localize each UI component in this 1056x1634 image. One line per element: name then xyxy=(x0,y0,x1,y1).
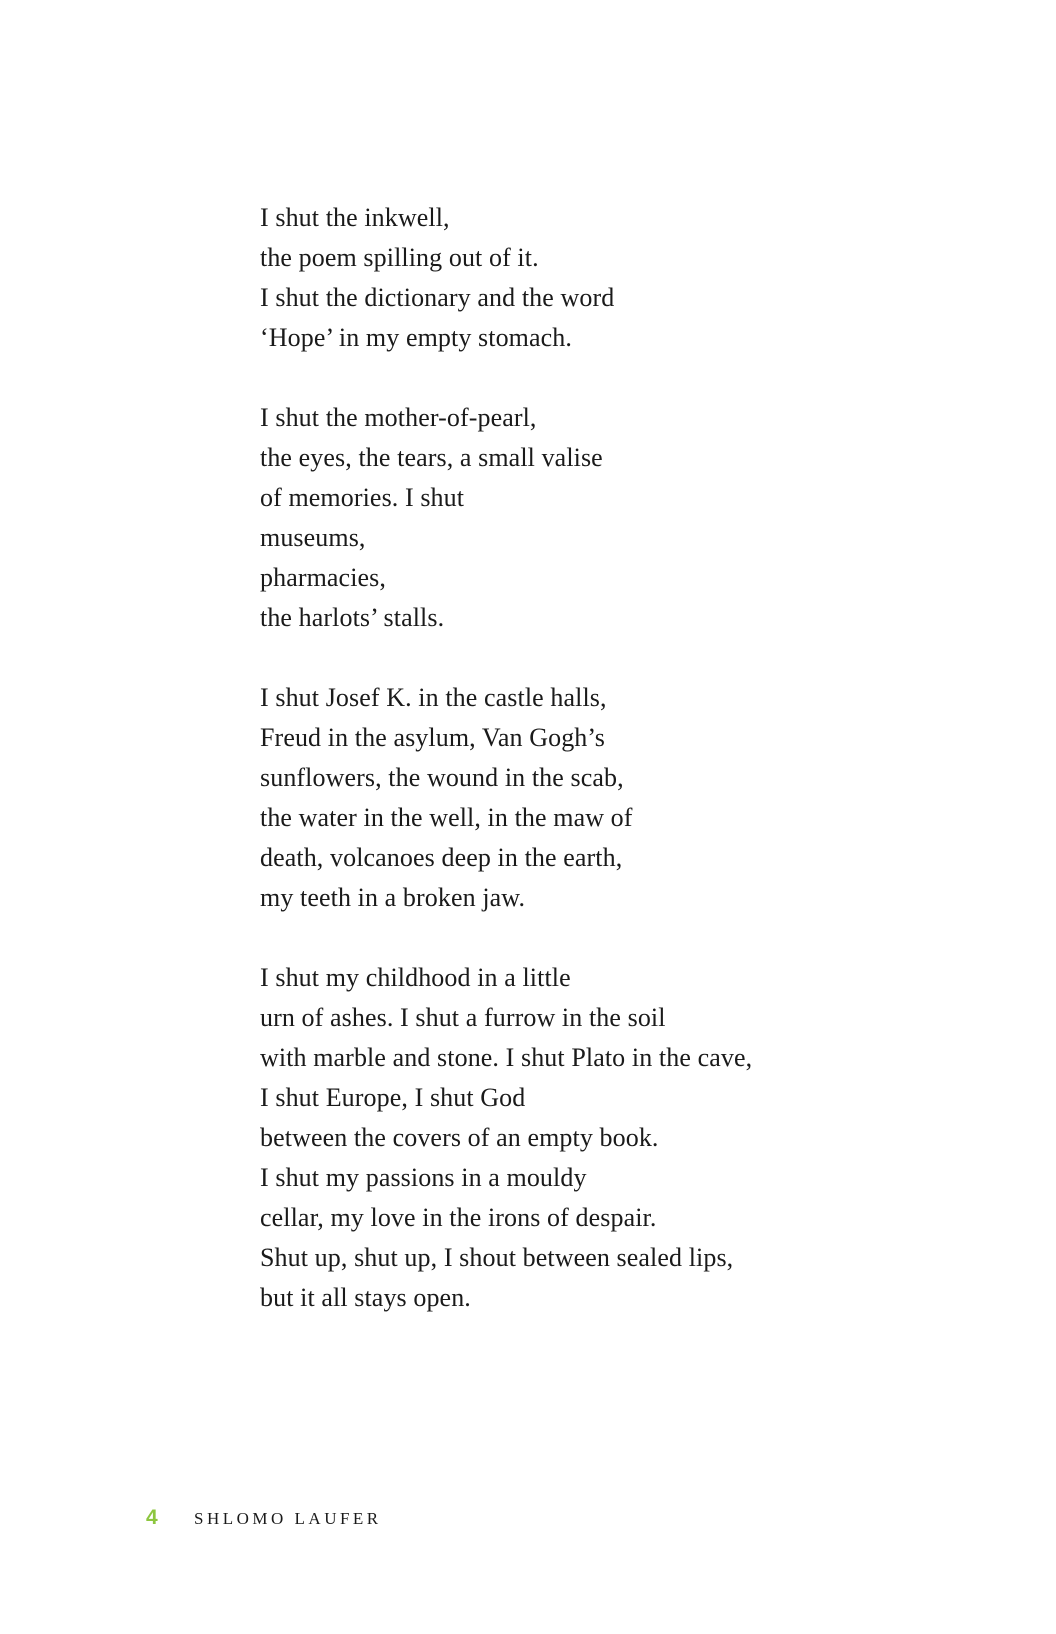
poem-line: the harlots’ stalls. xyxy=(260,603,445,632)
poem-line: I shut my passions in a mouldy xyxy=(260,1163,587,1192)
stanza-3 xyxy=(260,678,980,918)
stanza-1 xyxy=(260,198,980,358)
poem-line: I shut the inkwell, xyxy=(260,203,450,232)
poem-line: urn of ashes. I shut a furrow in the soil xyxy=(260,1003,666,1032)
poem-line: the eyes, the tears, a small valise xyxy=(260,443,603,472)
poem-line: but it all stays open. xyxy=(260,1283,471,1312)
poem-line: the water in the well, in the maw of xyxy=(260,803,633,832)
poem-line: I shut Josef K. in the castle halls, xyxy=(260,683,607,712)
poem-line: my teeth in a broken jaw. xyxy=(260,883,526,912)
poem-line: sunflowers, the wound in the scab, xyxy=(260,763,624,792)
poem-line: I shut the dictionary and the word xyxy=(260,283,615,312)
stanza-2 xyxy=(260,398,980,638)
stanza-4 xyxy=(260,958,980,1318)
poem-line: cellar, my love in the irons of despair. xyxy=(260,1203,657,1232)
running-head-author: SHLOMO LAUFER xyxy=(194,1509,382,1528)
poem xyxy=(260,198,980,1358)
poem-line: Shut up, shut up, I shout between sealed lips, xyxy=(260,1243,734,1272)
poem-line: I shut the mother-of-pearl, xyxy=(260,403,537,432)
poem-line: pharmacies, xyxy=(260,563,386,592)
poem-line: ‘Hope’ in my empty stomach. xyxy=(260,323,572,352)
poem-line: with marble and stone. I shut Plato in the cave, xyxy=(260,1043,753,1072)
poem-line: death, volcanoes deep in the earth, xyxy=(260,843,623,872)
poem-line: museums, xyxy=(260,523,366,552)
poem-line: Freud in the asylum, Van Gogh’s xyxy=(260,723,605,752)
poem-line: the poem spilling out of it. xyxy=(260,243,539,272)
poem-line: of memories. I shut xyxy=(260,483,465,512)
poem-line: between the covers of an empty book. xyxy=(260,1123,659,1152)
page-footer xyxy=(146,1506,382,1530)
poem-line: I shut my childhood in a little xyxy=(260,963,571,992)
poem-line: I shut Europe, I shut God xyxy=(260,1083,526,1112)
page-number: 4 xyxy=(146,1506,158,1529)
